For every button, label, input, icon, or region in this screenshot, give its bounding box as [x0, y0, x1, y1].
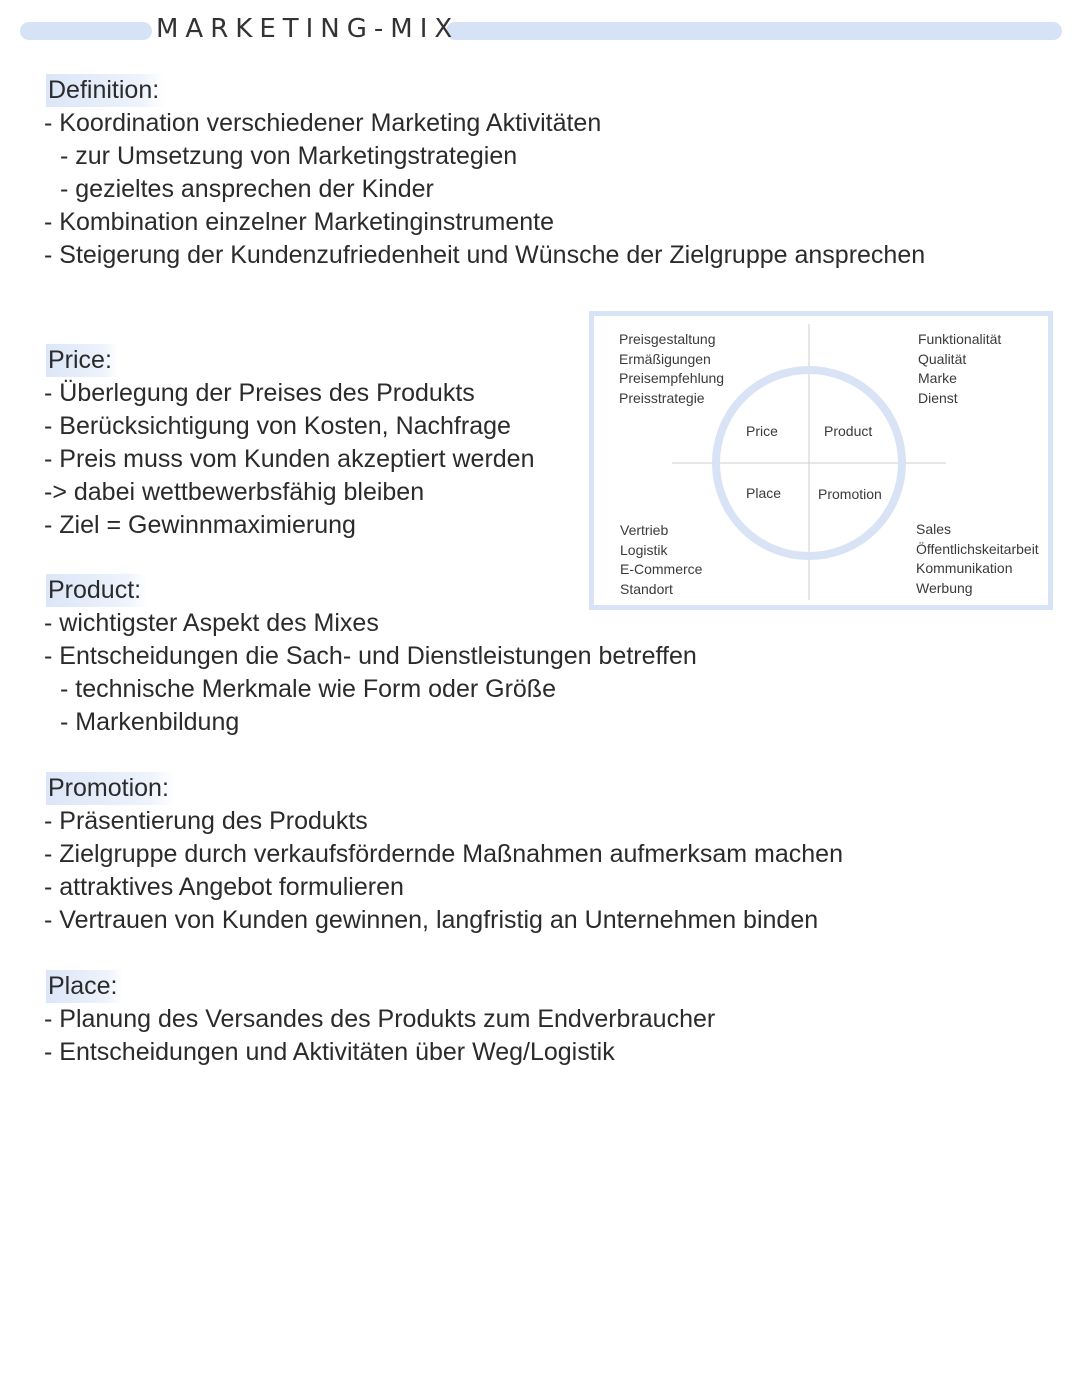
price-item: Ermäßigungen	[619, 350, 711, 367]
definition-line: - zur Umsetzung von Marketingstrategien	[60, 142, 518, 170]
price-section	[44, 344, 535, 542]
marketing-mix-diagram	[589, 311, 1053, 610]
product-line: - Entscheidungen die Sach- und Dienstleistungen betreffen	[44, 642, 697, 670]
place-item: Vertrieb	[620, 522, 669, 538]
product-item: Funktionalität	[918, 331, 1002, 347]
product-heading: Product:	[46, 574, 147, 607]
place-item: Standort	[620, 580, 673, 597]
product-line: - wichtigster Aspekt des Mixes	[44, 609, 379, 637]
price-line: - Ziel = Gewinnmaximierung	[44, 511, 356, 539]
place-heading: Place:	[46, 970, 123, 1003]
price-item: Preisstrategie	[619, 389, 705, 406]
definition-line: - Koordination verschiedener Marketing Aktivitäten	[44, 109, 602, 137]
price-line: - Berücksichtigung von Kosten, Nachfrage	[44, 412, 511, 440]
price-heading: Price:	[46, 344, 118, 377]
definition-section	[44, 74, 925, 272]
promotion-item: Sales	[916, 521, 952, 537]
promotion-items-list	[916, 520, 1039, 598]
product-line: - technische Merkmale wie Form oder Größe	[60, 675, 556, 703]
price-line: -> dabei wettbewerbsfähig bleiben	[44, 478, 425, 506]
place-item: E-Commerce	[620, 561, 703, 577]
quadrant-label-promotion: Promotion	[818, 486, 882, 502]
promotion-line: - attraktives Angebot formulieren	[44, 873, 404, 901]
product-item: Qualität	[918, 350, 967, 367]
product-item: Marke	[918, 370, 957, 386]
definition-line: - Steigerung der Kundenzufriedenheit und Wünsche der Zielgruppe ansprechen	[44, 241, 926, 269]
promotion-line: - Präsentierung des Produkts	[44, 807, 368, 835]
quadrant-label-place: Place	[746, 485, 782, 501]
price-items-list	[619, 330, 724, 408]
price-line: - Überlegung der Preises des Produkts	[44, 379, 475, 407]
quadrant-label-price: Price	[746, 423, 778, 439]
place-item: Logistik	[620, 541, 668, 558]
page-title: MARKETING-MIX	[156, 14, 460, 44]
product-items-list	[918, 330, 1001, 408]
promotion-item: Kommunikation	[916, 560, 1013, 576]
promotion-item: Öffentlichskeitarbeit	[916, 540, 1039, 557]
price-item: Preisgestaltung	[619, 331, 716, 347]
product-line: - Markenbildung	[60, 708, 240, 736]
place-section	[44, 970, 715, 1069]
product-section	[44, 574, 697, 739]
title-bar-left	[20, 22, 152, 40]
title-bar-right	[446, 22, 1062, 40]
promotion-line: - Zielgruppe durch verkaufsfördernde Maßnahmen aufmerksam machen	[44, 840, 843, 868]
product-item: Dienst	[918, 389, 958, 406]
definition-heading: Definition:	[46, 74, 165, 107]
place-line: - Planung des Versandes des Produkts zum Endverbraucher	[44, 1005, 716, 1033]
promotion-heading: Promotion:	[46, 772, 175, 805]
definition-line: - Kombination einzelner Marketinginstrumente	[44, 208, 554, 236]
price-item: Preisempfehlung	[619, 370, 725, 386]
quadrant-label-product: Product	[824, 423, 873, 439]
promotion-section	[44, 772, 843, 937]
price-line: - Preis muss vom Kunden akzeptiert werden	[44, 445, 535, 473]
promotion-item: Werbung	[916, 579, 973, 596]
place-line: - Entscheidungen und Aktivitäten über Weg/Logistik	[44, 1038, 615, 1066]
definition-line: - gezieltes ansprechen der Kinder	[60, 175, 434, 203]
promotion-line: - Vertrauen von Kunden gewinnen, langfristig an Unternehmen binden	[44, 906, 819, 934]
